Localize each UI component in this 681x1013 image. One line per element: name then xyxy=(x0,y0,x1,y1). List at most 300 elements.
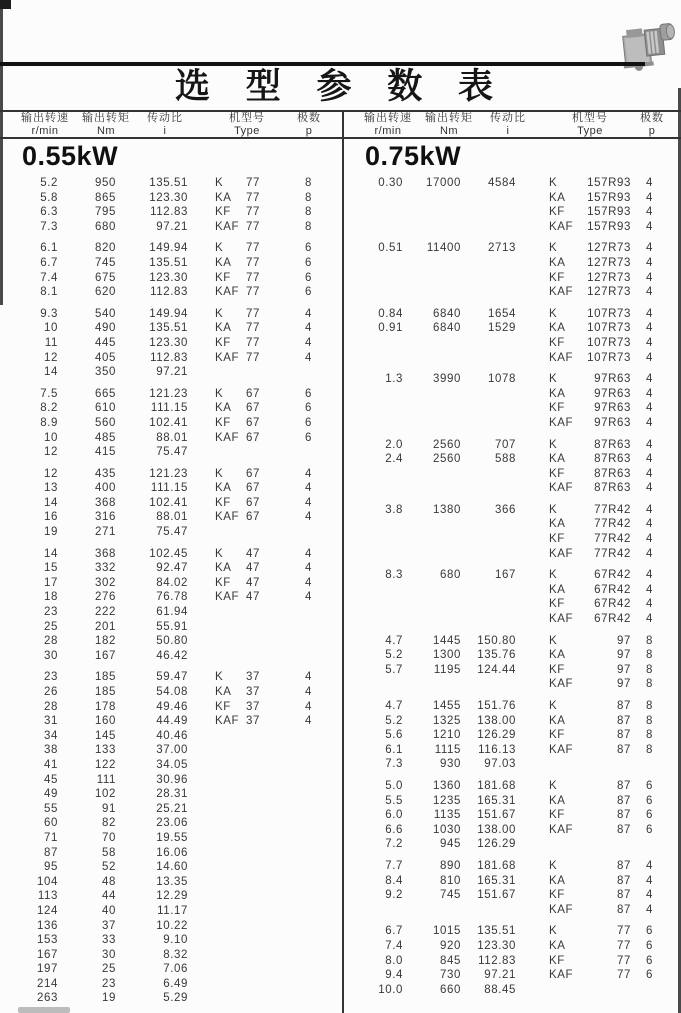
torque-cell: 1455 xyxy=(433,700,461,712)
speed-cell: 30 xyxy=(44,649,58,662)
type-cell: KF xyxy=(549,467,565,480)
poles-cell xyxy=(260,904,312,919)
model-cell: 107R73 xyxy=(587,336,631,349)
type-cell xyxy=(188,860,228,875)
model-cell: 77 xyxy=(246,191,260,204)
torque-cell: 48 xyxy=(102,875,116,888)
torque-cell: 276 xyxy=(95,591,116,604)
table-row xyxy=(343,728,681,743)
table-row xyxy=(343,939,681,954)
type-cell: KAF xyxy=(549,678,574,691)
ratio-cell: 102.45 xyxy=(149,547,188,560)
torque-cell: 368 xyxy=(95,547,116,560)
table-row xyxy=(343,321,681,336)
header-label: 传动比 xyxy=(147,112,183,124)
torque-cell xyxy=(403,220,461,235)
row-group xyxy=(343,859,681,917)
speed-cell: 55 xyxy=(44,802,58,815)
ratio-cell: 10.22 xyxy=(156,919,188,932)
poles-cell: 4 xyxy=(646,387,653,400)
ratio-cell: 138.00 xyxy=(477,714,516,727)
model-cell xyxy=(228,875,260,890)
poles-cell: 6 xyxy=(305,242,312,255)
type-cell: KF xyxy=(549,206,565,219)
table-row xyxy=(343,205,681,220)
speed-cell: 124 xyxy=(37,904,58,917)
speed-cell xyxy=(365,191,403,206)
model-cell: 97R63 xyxy=(594,402,631,415)
table-row xyxy=(0,176,341,191)
table-row xyxy=(343,597,681,612)
poles-cell: 6 xyxy=(646,823,653,836)
type-cell: KAF xyxy=(215,220,240,233)
model-cell: 77 xyxy=(246,271,260,284)
torque-cell: 302 xyxy=(95,576,116,589)
table-row xyxy=(0,904,341,919)
model-cell: 87R63 xyxy=(594,482,631,495)
header-label: 传动比 xyxy=(490,112,526,124)
torque-cell: 1195 xyxy=(433,663,461,676)
model-cell: 77 xyxy=(246,256,260,269)
torque-cell xyxy=(403,467,461,482)
torque-cell: 1380 xyxy=(433,503,461,516)
type-cell xyxy=(188,977,228,992)
type-cell xyxy=(188,904,228,919)
ratio-cell xyxy=(461,532,516,547)
poles-cell: 4 xyxy=(646,307,653,320)
ratio-cell: 46.42 xyxy=(156,649,188,662)
torque-cell: 350 xyxy=(95,366,116,379)
table-row xyxy=(0,831,341,846)
speed-cell: 5.0 xyxy=(385,779,403,792)
poles-cell xyxy=(260,846,312,861)
poles-cell: 6 xyxy=(646,794,653,807)
ratio-cell: 11.17 xyxy=(157,904,188,917)
torque-cell: 930 xyxy=(440,758,461,771)
model-cell: 87 xyxy=(617,779,631,792)
ratio-cell: 40.46 xyxy=(156,729,188,742)
poles-cell: 4 xyxy=(305,700,312,713)
table-row xyxy=(0,590,341,605)
speed-cell: 9.3 xyxy=(40,307,58,320)
poles-cell: 4 xyxy=(646,583,653,596)
torque-cell: 11400 xyxy=(426,242,461,255)
row-group xyxy=(0,670,341,1006)
ratio-cell: 124.44 xyxy=(477,663,516,676)
type-cell: KAF xyxy=(215,431,240,444)
table-row xyxy=(0,758,341,773)
table-row xyxy=(343,874,681,889)
poles-cell: 4 xyxy=(646,322,653,335)
model-cell: 87R63 xyxy=(594,467,631,480)
torque-cell: 485 xyxy=(95,431,116,444)
page-title: 选 型 参 数 表 xyxy=(175,67,506,106)
type-cell xyxy=(188,605,228,620)
model-cell xyxy=(228,860,260,875)
model-cell: 67R42 xyxy=(594,598,631,611)
poles-cell: 6 xyxy=(646,939,653,952)
model-cell: 77 xyxy=(246,336,260,349)
torque-cell xyxy=(403,612,461,627)
ratio-cell: 1654 xyxy=(488,307,516,320)
type-cell: K xyxy=(215,177,224,189)
speed-cell xyxy=(365,547,403,562)
table-row xyxy=(343,837,681,852)
table-row xyxy=(0,773,341,788)
torque-cell xyxy=(403,351,461,366)
model-cell: 87 xyxy=(617,823,631,836)
poles-cell: 4 xyxy=(646,402,653,415)
type-cell xyxy=(188,445,228,460)
type-cell xyxy=(188,758,228,773)
ratio-cell xyxy=(461,467,516,482)
poles-cell: 4 xyxy=(646,547,653,560)
type-cell: KF xyxy=(549,598,565,611)
type-cell: KA xyxy=(215,191,232,204)
table-row xyxy=(0,256,341,271)
ratio-cell: 75.47 xyxy=(156,446,188,459)
poles-cell xyxy=(260,889,312,904)
type-cell: KA xyxy=(549,256,566,269)
poles-cell xyxy=(260,743,312,758)
model-cell: 77 xyxy=(246,286,260,299)
torque-cell: 25 xyxy=(102,963,116,976)
table-row xyxy=(0,241,341,256)
poles-cell: 4 xyxy=(646,482,653,495)
model-cell xyxy=(556,757,631,772)
type-cell: KA xyxy=(215,322,232,335)
table-row xyxy=(0,948,341,963)
ratio-cell: 135.51 xyxy=(149,177,188,189)
torque-cell xyxy=(403,271,461,286)
torque-cell: 745 xyxy=(440,889,461,902)
type-cell: KAF xyxy=(215,591,240,604)
model-cell: 47 xyxy=(246,562,260,575)
torque-cell xyxy=(403,547,461,562)
type-cell xyxy=(188,962,228,977)
ratio-cell: 588 xyxy=(495,453,516,466)
ratio-cell: 165.31 xyxy=(477,874,516,887)
table-row xyxy=(0,962,341,977)
model-cell xyxy=(228,977,260,992)
row-group xyxy=(343,176,681,234)
type-cell: K xyxy=(549,925,558,938)
poles-cell: 4 xyxy=(305,671,312,684)
model-cell xyxy=(228,445,260,460)
poles-cell: 4 xyxy=(305,467,312,480)
model-cell: 77 xyxy=(617,969,631,982)
ratio-cell: 19.55 xyxy=(156,831,188,844)
poles-cell: 4 xyxy=(305,591,312,604)
speed-cell: 14 xyxy=(44,496,58,509)
table-row xyxy=(0,634,341,649)
poles-cell xyxy=(260,933,312,948)
row-group xyxy=(343,699,681,772)
type-cell: KA xyxy=(549,322,566,335)
table-row xyxy=(343,220,681,235)
type-cell: K xyxy=(549,634,558,647)
poles-cell: 8 xyxy=(646,729,653,742)
ratio-cell: 151.67 xyxy=(477,889,516,902)
ratio-cell: 165.31 xyxy=(477,794,516,807)
table-row xyxy=(343,438,681,453)
model-cell: 87 xyxy=(617,889,631,902)
header-poles xyxy=(279,112,339,136)
type-cell: KF xyxy=(549,533,565,546)
torque-cell: 91 xyxy=(102,802,116,815)
row-group xyxy=(343,372,681,430)
model-cell: 107R73 xyxy=(587,322,631,335)
table-row xyxy=(343,176,681,191)
ratio-cell xyxy=(461,256,516,271)
model-cell xyxy=(228,962,260,977)
torque-cell: 1445 xyxy=(433,634,461,647)
table-row xyxy=(343,517,681,532)
torque-cell: 890 xyxy=(440,859,461,872)
speed-cell: 17 xyxy=(44,576,58,589)
type-cell xyxy=(516,837,556,852)
torque-cell: 37 xyxy=(102,919,116,932)
ratio-cell: 97.03 xyxy=(484,758,516,771)
table-row xyxy=(0,649,341,664)
ratio-cell: 138.00 xyxy=(477,823,516,836)
table-row xyxy=(343,699,681,714)
type-cell xyxy=(188,634,228,649)
torque-cell: 620 xyxy=(95,286,116,299)
model-cell: 67 xyxy=(246,511,260,524)
model-cell xyxy=(228,525,260,540)
model-cell: 157R93 xyxy=(587,206,631,219)
model-cell xyxy=(228,773,260,788)
model-cell: 87 xyxy=(617,794,631,807)
model-cell xyxy=(228,365,260,380)
speed-cell xyxy=(365,597,403,612)
torque-cell: 6840 xyxy=(433,322,461,335)
speed-cell: 5.2 xyxy=(385,714,403,727)
poles-cell: 4 xyxy=(646,453,653,466)
model-cell: 77 xyxy=(617,939,631,952)
model-cell: 77 xyxy=(246,177,260,189)
table-row xyxy=(0,510,341,525)
model-cell xyxy=(228,919,260,934)
table-row xyxy=(0,547,341,562)
model-cell: 77 xyxy=(246,307,260,320)
torque-cell: 3990 xyxy=(433,373,461,386)
poles-cell: 4 xyxy=(305,511,312,524)
speed-cell: 6.3 xyxy=(40,206,58,219)
ratio-cell: 14.60 xyxy=(156,861,188,874)
speed-cell: 71 xyxy=(44,831,58,844)
ratio-cell: 23.06 xyxy=(156,817,188,830)
poles-cell xyxy=(260,802,312,817)
type-cell: KA xyxy=(215,686,232,698)
poles-cell xyxy=(260,787,312,802)
model-cell: 77R42 xyxy=(594,533,631,546)
row-group xyxy=(343,307,681,365)
type-cell xyxy=(188,743,228,758)
speed-cell: 95 xyxy=(44,861,58,874)
torque-cell: 2560 xyxy=(433,453,461,466)
ratio-cell xyxy=(461,351,516,366)
table-row xyxy=(343,924,681,939)
ratio-cell: 49.46 xyxy=(156,700,188,713)
ratio-cell xyxy=(461,205,516,220)
type-cell: KAF xyxy=(549,286,574,299)
type-cell: KAF xyxy=(549,351,574,364)
speed-cell: 0.51 xyxy=(378,242,403,255)
speed-cell: 6.0 xyxy=(385,809,403,822)
ratio-cell: 9.10 xyxy=(163,934,188,947)
speed-cell: 34 xyxy=(44,729,58,742)
poles-cell: 4 xyxy=(305,482,312,495)
table-row xyxy=(0,991,341,1006)
ratio-cell: 37.00 xyxy=(156,744,188,757)
ratio-cell: 112.83 xyxy=(150,286,188,299)
type-cell: K xyxy=(215,671,224,684)
torque-cell: 680 xyxy=(95,220,116,233)
poles-cell: 4 xyxy=(646,859,653,872)
type-cell: KF xyxy=(549,729,565,742)
type-cell: KA xyxy=(215,256,232,269)
model-cell: 37 xyxy=(246,715,260,728)
torque-cell: 560 xyxy=(95,416,116,429)
torque-cell: 1015 xyxy=(433,925,461,938)
ratio-cell: 135.76 xyxy=(477,649,516,662)
speed-cell: 15 xyxy=(44,562,58,575)
model-cell: 87 xyxy=(617,729,631,742)
torque-cell: 810 xyxy=(440,874,461,887)
model-cell: 87 xyxy=(617,859,631,872)
ratio-cell xyxy=(461,336,516,351)
table-row xyxy=(343,612,681,627)
torque-cell xyxy=(403,583,461,598)
ratio-cell: 116.13 xyxy=(478,743,516,756)
poles-cell: 4 xyxy=(646,613,653,626)
header-label: 极数 xyxy=(640,112,664,124)
speed-cell: 12 xyxy=(44,446,58,459)
poles-cell: 4 xyxy=(646,351,653,364)
table-row xyxy=(0,496,341,511)
speed-cell xyxy=(365,205,403,220)
poles-cell: 4 xyxy=(305,351,312,364)
table-row xyxy=(0,816,341,831)
type-cell: KF xyxy=(215,416,231,429)
poles-cell: 6 xyxy=(646,779,653,792)
table-row xyxy=(0,445,341,460)
table-row xyxy=(0,685,341,700)
speed-cell: 6.7 xyxy=(385,925,403,938)
table-row xyxy=(0,787,341,802)
torque-cell: 82 xyxy=(102,817,116,830)
ratio-cell xyxy=(461,191,516,206)
ratio-cell xyxy=(461,597,516,612)
ratio-cell: 84.02 xyxy=(156,576,188,589)
speed-cell: 6.1 xyxy=(385,743,403,756)
poles-cell: 4 xyxy=(646,373,653,386)
poles-cell: 4 xyxy=(646,874,653,887)
torque-cell xyxy=(403,256,461,271)
model-cell: 107R73 xyxy=(587,351,631,364)
speed-cell: 26 xyxy=(44,686,58,698)
model-cell: 87 xyxy=(617,874,631,887)
torque-cell xyxy=(403,416,461,431)
row-group xyxy=(343,634,681,692)
ratio-cell: 97.21 xyxy=(156,366,188,379)
speed-cell: 41 xyxy=(44,758,58,771)
header-ratio xyxy=(468,112,548,136)
speed-cell: 263 xyxy=(37,992,58,1005)
torque-cell: 610 xyxy=(95,402,116,415)
poles-cell: 4 xyxy=(646,286,653,299)
torque-cell: 2560 xyxy=(433,438,461,451)
speed-cell: 87 xyxy=(44,846,58,859)
model-cell: 127R73 xyxy=(587,242,631,255)
torque-cell: 920 xyxy=(440,939,461,952)
type-cell: KF xyxy=(549,402,565,415)
type-cell: KAF xyxy=(215,511,240,524)
speed-cell: 5.5 xyxy=(385,794,403,807)
header-label: 机型号 xyxy=(229,112,265,124)
model-cell: 127R73 xyxy=(587,286,631,299)
type-cell: KAF xyxy=(215,286,240,299)
type-cell xyxy=(188,846,228,861)
type-cell xyxy=(188,649,228,664)
torque-cell: 111 xyxy=(96,773,116,786)
type-cell: KF xyxy=(549,336,565,349)
row-groups xyxy=(0,176,341,1006)
section-title: 0.75kW xyxy=(365,141,462,171)
row-group xyxy=(343,568,681,626)
table-row xyxy=(0,919,341,934)
type-cell xyxy=(188,365,228,380)
power-section-0-55kw xyxy=(0,140,341,1013)
torque-cell: 23 xyxy=(102,977,116,990)
model-cell xyxy=(228,831,260,846)
speed-cell: 0.84 xyxy=(378,307,403,320)
poles-cell: 6 xyxy=(305,271,312,284)
type-cell xyxy=(188,773,228,788)
model-cell: 67 xyxy=(246,402,260,415)
ratio-cell: 30.96 xyxy=(156,773,188,786)
ratio-cell: 4584 xyxy=(488,177,516,189)
table-row xyxy=(343,757,681,772)
ratio-cell: 7.06 xyxy=(163,963,188,976)
model-cell: 67R42 xyxy=(594,583,631,596)
table-row xyxy=(343,859,681,874)
model-cell: 77 xyxy=(246,351,260,364)
torque-cell: 17000 xyxy=(426,177,461,189)
torque-cell: 19 xyxy=(102,992,116,1005)
ratio-cell: 126.29 xyxy=(477,729,516,742)
model-cell: 37 xyxy=(246,686,260,698)
table-row xyxy=(0,307,341,322)
model-cell xyxy=(228,605,260,620)
speed-cell xyxy=(365,256,403,271)
type-cell: KA xyxy=(549,794,566,807)
table-row xyxy=(343,677,681,692)
model-cell xyxy=(228,948,260,963)
poles-cell: 8 xyxy=(305,220,312,233)
speed-cell: 45 xyxy=(44,773,58,786)
type-cell: KA xyxy=(215,482,232,495)
type-cell: K xyxy=(215,387,224,400)
model-cell: 77 xyxy=(617,925,631,938)
type-cell: K xyxy=(215,242,224,255)
speed-cell: 9.4 xyxy=(385,969,403,982)
poles-cell: 4 xyxy=(646,416,653,429)
type-cell: KF xyxy=(549,809,565,822)
poles-cell xyxy=(631,983,653,998)
